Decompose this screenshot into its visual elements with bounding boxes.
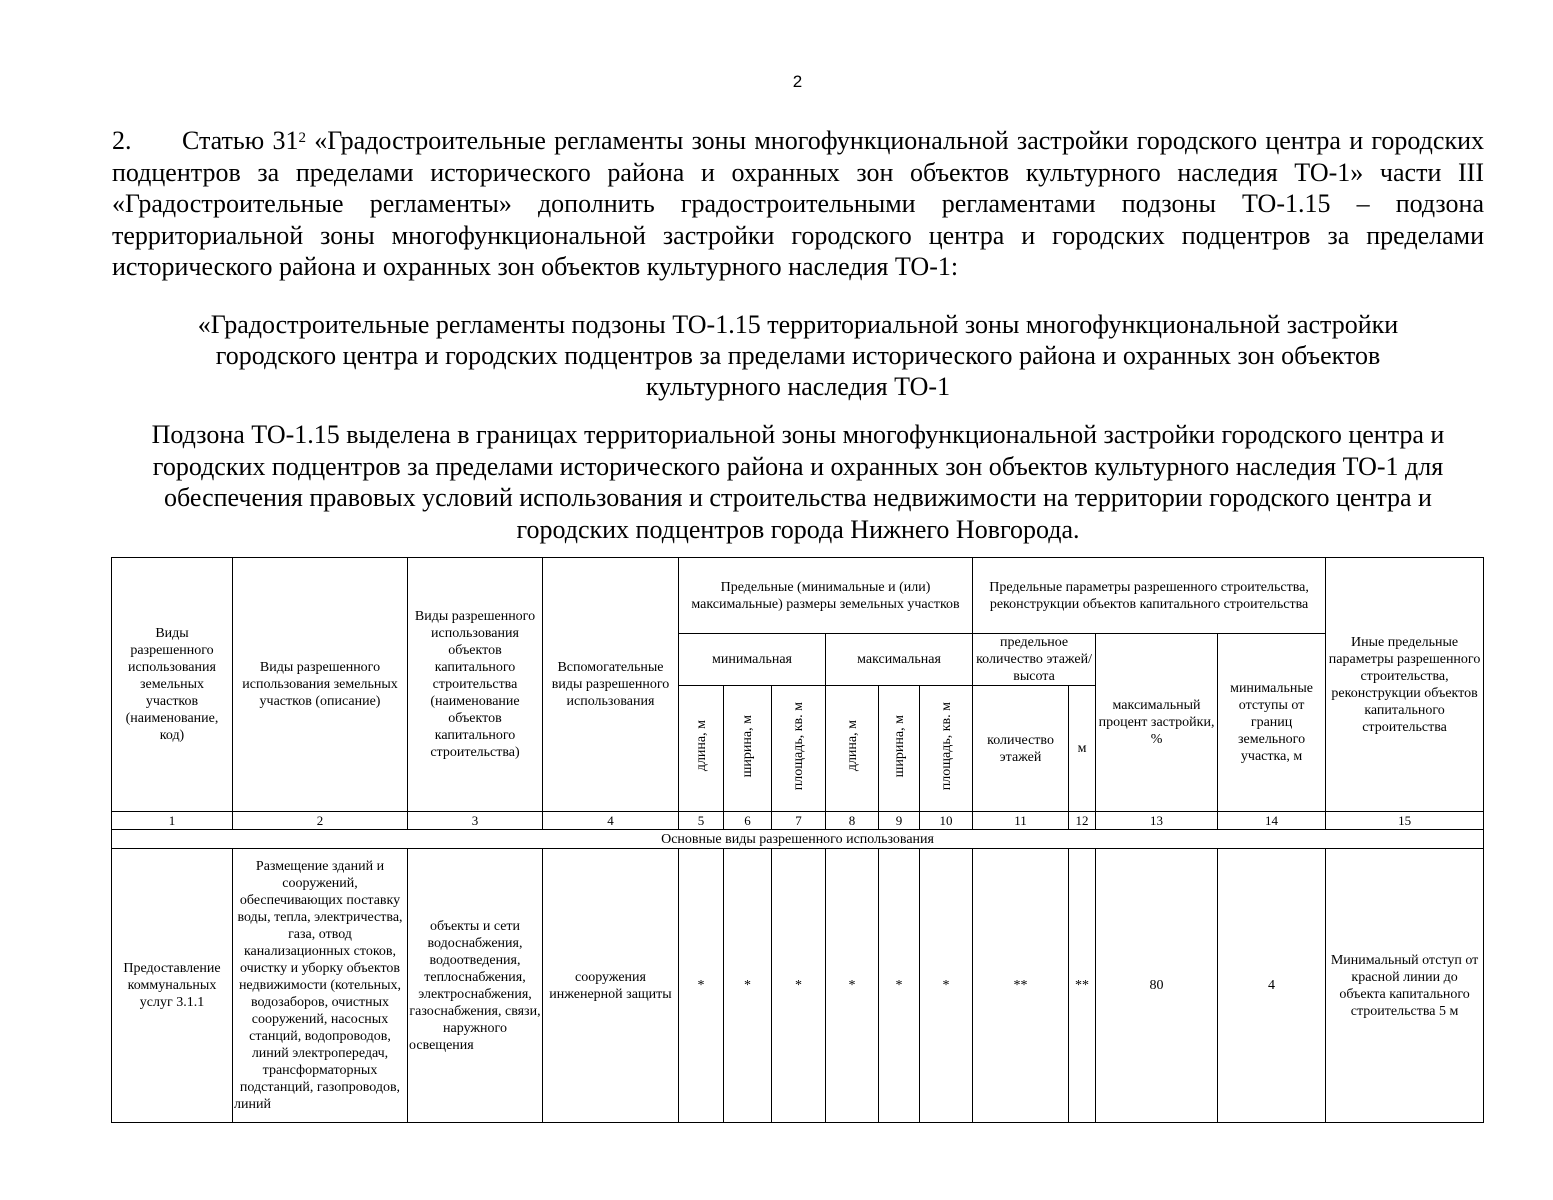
- cell-capital-objects: объекты и сети водоснабжения, водоотведения, теплоснабжения, электроснабжения, газоснабжения, связи, наружного освещения: [408, 849, 543, 1123]
- section-heading: [112, 309, 1484, 402]
- cell-floors: **: [973, 849, 1069, 1123]
- header-floors: количество этажей: [973, 686, 1069, 812]
- cell-min-area: *: [772, 849, 826, 1123]
- regulations-table: [111, 557, 1484, 1123]
- page-number: 2: [792, 72, 803, 91]
- heading-line-2: городского центра и городских подцентров за пределами исторического района и охранных зон объектов: [215, 341, 1381, 370]
- section-main-uses: Основные виды разрешенного использования: [112, 830, 1484, 849]
- header-construction-params: Предельные параметры разрешенного строительства, реконструкции объектов капитального строительства: [973, 558, 1326, 634]
- col-num: 11: [973, 812, 1069, 830]
- article-superscript: 2: [298, 130, 306, 146]
- column-number-row: [112, 812, 1484, 830]
- header-capital-objects: Виды разрешенного использования объектов капитального строительства (наименование объектов капитального строительства): [408, 558, 543, 812]
- paragraph-number: 2.: [112, 126, 132, 155]
- cell-meters: **: [1069, 849, 1096, 1123]
- col-num: 6: [724, 812, 772, 830]
- paragraph-amendment: [112, 125, 1484, 283]
- cell-max-build-percent: 80: [1096, 849, 1218, 1123]
- col-num: 13: [1096, 812, 1218, 830]
- cell-min-length: *: [679, 849, 724, 1123]
- cell-min-setback: 4: [1218, 849, 1326, 1123]
- table-row: [112, 849, 1484, 1123]
- cell-max-width: *: [879, 849, 920, 1123]
- header-minimum: минимальная: [679, 634, 826, 686]
- cell-other-params: Минимальный отступ от красной линии до объекта капитального строительства 5 м: [1326, 849, 1484, 1123]
- header-land-use-description: Виды разрешенного использования земельных участков (описание): [233, 558, 408, 812]
- header-maximum: максимальная: [826, 634, 973, 686]
- col-num: 15: [1326, 812, 1484, 830]
- cell-land-use-description: Размещение зданий и сооружений, обеспечивающих поставку воды, тепла, электричества, газа, отвод канализационных стоков, очистку и уборку объектов недвижимости (котельных, водозаборов, очистных сооружений, насосных станций, водопроводов, линий электропередач, трансформаторных подстанций, газопроводов, линий: [233, 849, 408, 1123]
- header-plot-sizes: Предельные (минимальные и (или) максимальные) размеры земельных участков: [679, 558, 973, 634]
- header-floors-height: предельное количество этажей/высота: [973, 634, 1096, 686]
- col-num: 9: [879, 812, 920, 830]
- col-num: 3: [408, 812, 543, 830]
- cell-min-width: *: [724, 849, 772, 1123]
- col-num: 5: [679, 812, 724, 830]
- col-num: 14: [1218, 812, 1326, 830]
- col-num: 4: [543, 812, 679, 830]
- paragraph-subzone-description: Подзона ТО-1.15 выделена в границах территориальной зоны многофункциональной застройки городского центра и городских подцентров за пределами исторического района и охранных зон объектов культурного наследия ТО-1 для обеспечения правовых условий использования и строительства недвижимости на территории городского центра и городских подцентров города Нижнего Новгорода.: [151, 420, 1445, 544]
- cell-max-length: *: [826, 849, 879, 1123]
- header-min-width: ширина, м: [724, 686, 772, 812]
- col-num: 12: [1069, 812, 1096, 830]
- header-min-length: длина, м: [679, 686, 724, 812]
- col-num: 8: [826, 812, 879, 830]
- header-auxiliary-uses: Вспомогательные виды разрешенного использования: [543, 558, 679, 812]
- paragraph-article: Статью 31: [182, 126, 299, 155]
- col-num: 1: [112, 812, 233, 830]
- header-land-use-name: Виды разрешенного использования земельных участков (наименование, код): [112, 558, 233, 812]
- heading-line-1: «Градостроительные регламенты подзоны ТО-1.15 территориальной зоны многофункциональной застройки: [197, 310, 1399, 339]
- paragraph-text: «Градостроительные регламенты зоны многофункциональной застройки городского центра и городских подцентров за пределами исторического района и охранных зон объектов культурного наследия ТО-1» части III «Градостроительные регламенты» дополнить градостроительными регламентами подзоны ТО-1.15 – подзона территориальной зоны многофункциональной застройки городского центра и городских подцентров за пределами исторического района и охранных зон объектов культурного наследия ТО-1:: [112, 126, 1484, 281]
- header-other-params: Иные предельные параметры разрешенного строительства, реконструкции объектов капитального строительства: [1326, 558, 1484, 812]
- header-min-area: площадь, кв. м: [772, 686, 826, 812]
- col-num: 7: [772, 812, 826, 830]
- cell-max-area: *: [920, 849, 973, 1123]
- header-max-length: длина, м: [826, 686, 879, 812]
- col-num: 2: [233, 812, 408, 830]
- col-num: 10: [920, 812, 973, 830]
- header-max-build-percent: максимальный процент застройки, %: [1096, 634, 1218, 812]
- header-meters: м: [1069, 686, 1096, 812]
- cell-land-use-name: Предоставление коммунальных услуг 3.1.1: [112, 849, 233, 1123]
- cell-auxiliary-uses: сооружения инженерной защиты: [543, 849, 679, 1123]
- header-max-area: площадь, кв. м: [920, 686, 973, 812]
- heading-line-3: культурного наследия ТО-1: [645, 372, 951, 401]
- header-max-width: ширина, м: [879, 686, 920, 812]
- header-min-setback: минимальные отступы от границ земельного участка, м: [1218, 634, 1326, 812]
